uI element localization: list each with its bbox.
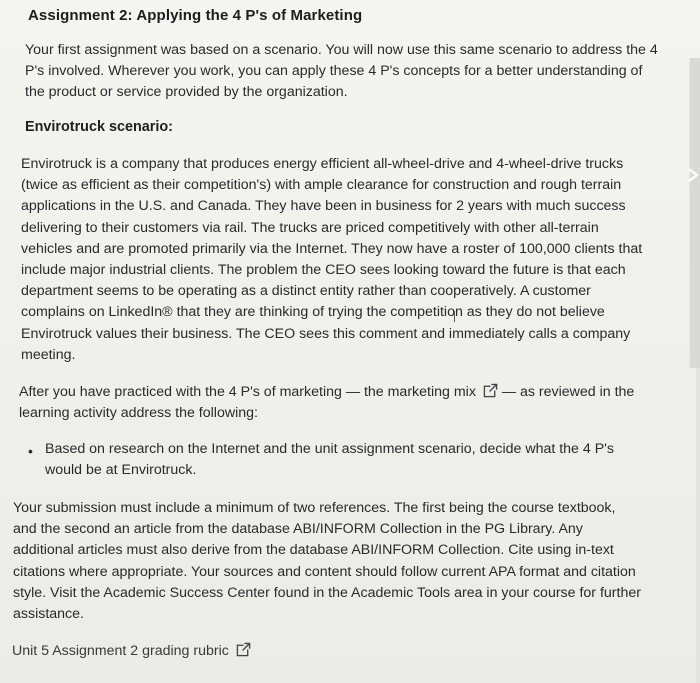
practice-text-before: After you have practiced with the 4 P's of marketing — the marketing mix <box>19 384 476 400</box>
submission-line: citations where appropriate. Your sources and content should follow current APA format and citation <box>13 563 636 580</box>
external-link-icon[interactable] <box>236 642 251 657</box>
scroll-arrow-icon[interactable] <box>687 167 699 183</box>
assignment-title: Assignment 2: Applying the 4 P's of Marketing <box>28 7 363 24</box>
scenario-line: Envirotruck is a company that produces energy efficient all-wheel-drive and 4-wheel-drive trucks <box>21 156 624 172</box>
submission-line: Your submission must include a minimum of two references. The first being the course textbook, <box>13 500 616 516</box>
text-cursor <box>454 311 459 322</box>
submission-line: and the second an article from the database ABI/INFORM Collection in the PG Library. Any <box>13 521 583 538</box>
scenario-line: Envirotruck values their business. The CEO sees this comment and immediately calls a company <box>21 325 631 342</box>
external-link-icon[interactable] <box>483 383 498 398</box>
scenario-line: (twice as efficient as their competition's) with ample clearance for construction and rough terrain <box>21 177 622 194</box>
list-item: Based on research on the Internet and the unit assignment scenario, decide what the 4 P's would be at Envirotruck. <box>45 441 614 479</box>
scenario-line: applications in the U.S. and Canada. They have been in business for 2 years with much success <box>21 198 626 215</box>
scenario-paragraph <box>21 154 661 366</box>
scenario-line: vehicles and are promoted primarily via the Internet. They now have a roster of 100,000 clients that <box>21 240 643 257</box>
bullet-dot-icon: • <box>28 443 33 459</box>
submission-line: additional articles must also derive from the database ABI/INFORM Collection. Cite using in-text <box>13 542 614 559</box>
rubric-link[interactable] <box>12 642 251 659</box>
practice-paragraph <box>19 382 659 424</box>
scenario-line: include major industrial clients. The problem the CEO sees looking toward the future is that each <box>21 262 626 279</box>
submission-paragraph <box>13 498 668 625</box>
scenario-heading: Envirotruck scenario: <box>25 119 173 135</box>
scenario-line: complains on LinkedIn® that they are thinking of trying the competition as they do not believe <box>21 304 605 321</box>
scenario-line: meeting. <box>21 346 76 363</box>
intro-paragraph: Your first assignment was based on a scenario. You will now use this same scenario to address the 4 P's involved. Wherever you work, you can apply these 4 P's concepts for a better understanding of the product or service provided by the organization. <box>25 42 658 101</box>
scenario-line: delivering to their customers via rail. The trucks are priced competitively with other all-terrain <box>21 219 599 236</box>
practice-text-after: — as reviewed in the <box>501 384 635 400</box>
rubric-link-label[interactable]: Unit 5 Assignment 2 grading rubric <box>12 643 229 659</box>
practice-line-1 <box>19 382 659 403</box>
submission-line: style. Visit the Academic Success Center found in the Academic Tools area in your course for further <box>13 584 641 601</box>
scenario-line: department seems to be operating as a distinct entity rather than cooperatively. A customer <box>21 283 591 300</box>
right-edge <box>696 368 700 683</box>
submission-line: assistance. <box>13 606 84 623</box>
practice-line-2: learning activity address the following: <box>19 405 258 422</box>
scrollbar[interactable] <box>689 58 700 368</box>
